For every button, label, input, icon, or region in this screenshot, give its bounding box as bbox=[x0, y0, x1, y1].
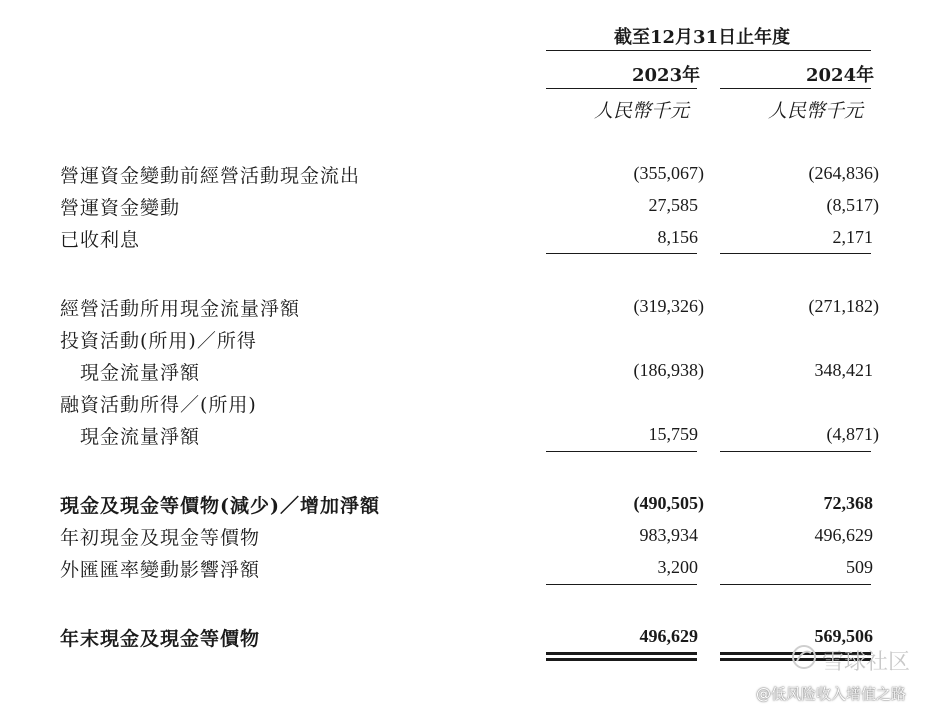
row-value-2023: (319,326) bbox=[633, 296, 704, 316]
row-value-2023: 983,934 bbox=[639, 525, 698, 545]
row-value-2023: 8,156 bbox=[657, 227, 698, 247]
subtotal-rule-2023 bbox=[546, 253, 697, 254]
row-value-2023: 15,759 bbox=[648, 424, 698, 444]
row-value-2023: (490,505) bbox=[633, 493, 704, 513]
row-value-2024: 569,506 bbox=[814, 626, 873, 646]
unit-2024: 人民幣千元 bbox=[768, 100, 864, 122]
subtotal-rule-2023 bbox=[546, 584, 697, 585]
row-label-opening-cash: 年初現金及現金等價物 bbox=[60, 527, 261, 549]
subtotal-rule-2024 bbox=[720, 451, 871, 452]
row-value-2023: 27,585 bbox=[648, 195, 698, 215]
row-label-financing-net-cash: 現金流量淨額 bbox=[80, 426, 201, 448]
row-value-2023: (186,938) bbox=[633, 360, 704, 380]
total-double-rule-2023-bottom bbox=[546, 658, 697, 661]
row-label-investing-activities: 投資活動(所用)／所得 bbox=[60, 330, 257, 352]
row-label-net-change-cash: 現金及現金等價物(減少)／增加淨額 bbox=[60, 495, 380, 517]
year-2024-rule bbox=[720, 88, 871, 89]
total-double-rule-2023-top bbox=[546, 652, 697, 655]
row-value-2023: 496,629 bbox=[639, 626, 698, 646]
row-value-2023: 3,200 bbox=[657, 557, 698, 577]
year-2023-header: 2023年 bbox=[632, 65, 701, 86]
watermark-brand: 雪球社区 bbox=[822, 650, 911, 675]
row-label-operating-outflow-before-wc: 營運資金變動前經營活動現金流出 bbox=[60, 165, 361, 187]
row-value-2024: 2,171 bbox=[832, 227, 873, 247]
period-header-rule bbox=[546, 50, 871, 51]
snowball-icon bbox=[790, 644, 820, 670]
row-value-2023: (355,067) bbox=[633, 163, 704, 183]
row-label-investing-net-cash: 現金流量淨額 bbox=[80, 362, 201, 384]
watermark-user: @低风险收入增值之路 bbox=[756, 685, 907, 703]
row-value-2024: 509 bbox=[846, 557, 873, 577]
unit-2023: 人民幣千元 bbox=[594, 100, 690, 122]
subtotal-rule-2024 bbox=[720, 584, 871, 585]
watermark-logo bbox=[790, 644, 820, 674]
row-value-2024: 496,629 bbox=[814, 525, 873, 545]
row-value-2024: (8,517) bbox=[826, 195, 879, 215]
row-value-2024: 72,368 bbox=[823, 493, 873, 513]
row-label-net-operating-cash: 經營活動所用現金流量淨額 bbox=[60, 298, 301, 320]
subtotal-rule-2024 bbox=[720, 253, 871, 254]
row-label-closing-cash: 年末現金及現金等價物 bbox=[60, 628, 261, 650]
row-value-2024: (264,836) bbox=[808, 163, 879, 183]
row-value-2024: (4,871) bbox=[826, 424, 879, 444]
row-value-2024: (271,182) bbox=[808, 296, 879, 316]
year-2023-rule bbox=[546, 88, 697, 89]
subtotal-rule-2023 bbox=[546, 451, 697, 452]
period-header: 截至12月31日止年度 bbox=[614, 27, 791, 48]
row-label-financing-activities: 融資活動所得／(所用) bbox=[60, 394, 257, 416]
row-label-interest-received: 已收利息 bbox=[60, 229, 141, 251]
row-value-2024: 348,421 bbox=[814, 360, 873, 380]
row-label-fx-effect: 外匯匯率變動影響淨額 bbox=[60, 559, 261, 581]
row-label-working-capital-change: 營運資金變動 bbox=[60, 197, 181, 219]
year-2024-header: 2024年 bbox=[806, 65, 875, 86]
